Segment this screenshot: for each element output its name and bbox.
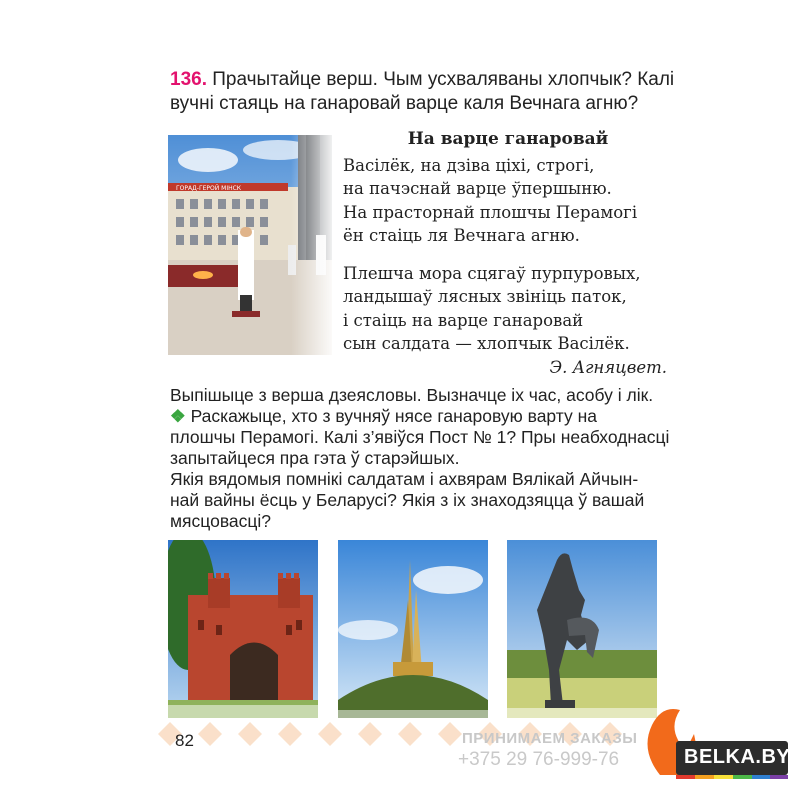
diamond-icon: ❖ bbox=[170, 406, 186, 426]
belka-brand: BELKA.BY bbox=[684, 746, 791, 768]
question-2-line-1: Раскажыце, хто з вучняў нясе ганаровую варту на bbox=[185, 406, 597, 426]
poem bbox=[343, 128, 673, 379]
task-136 bbox=[170, 68, 690, 116]
task-line-1: Прачытайце верш. Чым усхваляваны хлопчык? Калі bbox=[212, 69, 675, 90]
task-line-2: вучні стаяць на ганаровай варце каля Вечнага агню? bbox=[170, 93, 639, 114]
page-number: 82 bbox=[175, 731, 194, 750]
task-number: 136. bbox=[170, 69, 207, 90]
question-3-line-1: Якія вядомыя помнікі салдатам і ахвярам Вялікай Айчын- bbox=[170, 469, 639, 489]
question-2-line-2: плошчы Перамогі. Калі з’явіўся Пост № 1? Пры неабходнасці bbox=[170, 427, 670, 447]
questions-block bbox=[170, 385, 675, 532]
poem-line: сын салдата — хлопчык Васілёк. bbox=[343, 334, 630, 353]
watermark-phone: +375 29 76-999-76 bbox=[458, 749, 620, 770]
stanza-gap bbox=[343, 248, 673, 262]
khatyn-memorial-photo bbox=[507, 540, 657, 718]
poem-author: Э. Агняцвет. bbox=[549, 357, 667, 377]
poem-line: на пачэснай варце ўпершыню. bbox=[343, 179, 612, 198]
poem-title: На варце ганаровай bbox=[407, 129, 609, 149]
poem-line: На прасторнай плошчы Перамогі bbox=[343, 202, 638, 222]
poem-line: Васілёк, на дзіва ціхі, строгі, bbox=[343, 155, 595, 175]
question-1: Выпішыце з верша дзеясловы. Вызначце іх час, асобу і лік. bbox=[170, 385, 654, 405]
question-3-line-3: мясцовасці? bbox=[170, 511, 272, 531]
poem-line: Плешча мора сцягаў пурпуровых, bbox=[343, 263, 641, 283]
question-2-line-3: запытайцеся пра гэта ў старэйшых. bbox=[170, 448, 460, 468]
brest-fortress-photo bbox=[168, 540, 318, 718]
victory-square-photo bbox=[168, 135, 332, 355]
poem-line: ландышаў лясных звініць паток, bbox=[343, 287, 627, 306]
mound-of-glory-photo bbox=[338, 540, 488, 718]
watermark-orders: ПРИНИМАЕМ ЗАКАЗЫ bbox=[462, 730, 638, 747]
brand-color-stripe bbox=[676, 775, 788, 779]
poem-line: і стаіць на варце ганаровай bbox=[343, 310, 584, 330]
question-3-line-2: най вайны ёсць у Беларусі? Якія з іх знаходзяцца ў вашай bbox=[170, 490, 645, 510]
poem-line: ён стаіць ля Вечнага агню. bbox=[343, 226, 580, 245]
